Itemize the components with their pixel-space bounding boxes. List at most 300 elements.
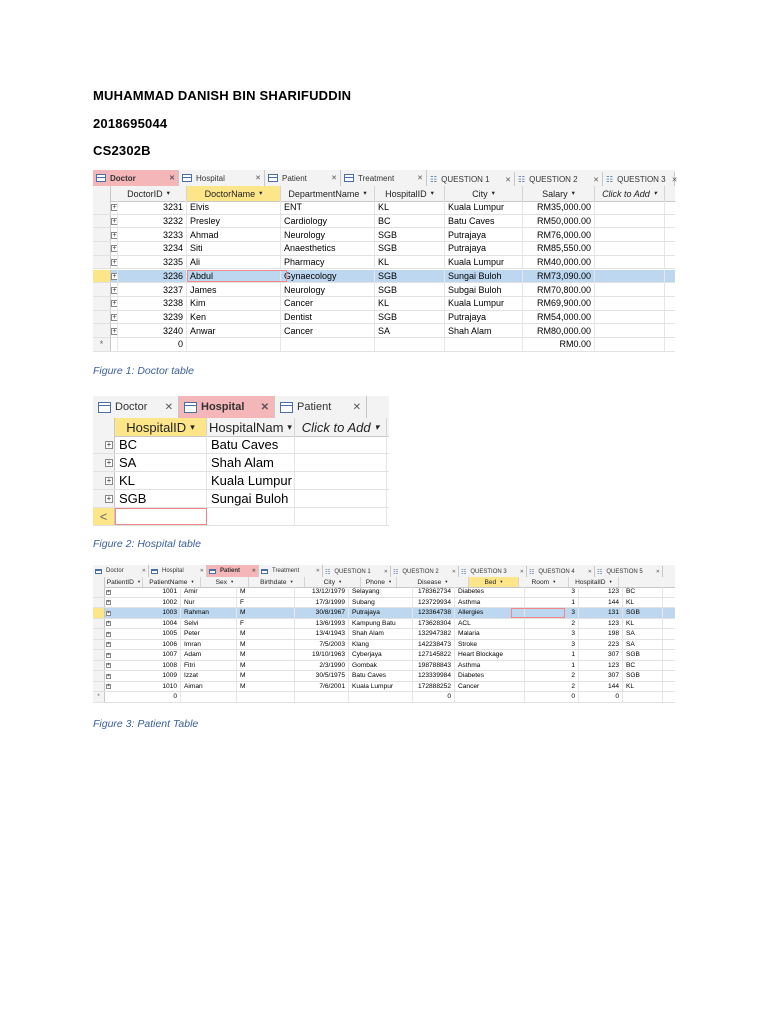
close-icon[interactable]: ✕ — [199, 568, 204, 574]
cell-disease[interactable] — [455, 587, 525, 597]
cell-department-name[interactable] — [281, 311, 375, 324]
close-icon[interactable]: ✕ — [505, 176, 511, 184]
dropdown-arrow-icon[interactable]: ▾ — [500, 579, 503, 584]
cell-click-to-add[interactable] — [595, 270, 665, 283]
cell-click-to-add[interactable] — [595, 338, 665, 351]
cell-doctor-name[interactable] — [187, 283, 281, 296]
tab-treatment[interactable] — [259, 565, 323, 577]
cell-sex[interactable] — [237, 682, 295, 692]
cell-city[interactable] — [445, 201, 523, 214]
cell-hospital-id[interactable] — [375, 311, 445, 324]
cell-doctor-name[interactable] — [187, 228, 281, 241]
cell-birthdate[interactable] — [295, 619, 349, 629]
cell-bed[interactable] — [525, 682, 579, 692]
tab-patient[interactable] — [207, 565, 259, 577]
tab-patient[interactable] — [275, 396, 367, 418]
select-all-corner[interactable] — [93, 418, 115, 436]
tab-patient[interactable] — [265, 170, 341, 186]
cell-doctor-name[interactable] — [187, 242, 281, 255]
cell-patient-name[interactable] — [181, 640, 237, 650]
table-row[interactable] — [93, 311, 675, 325]
cell-click-to-add[interactable] — [595, 228, 665, 241]
dropdown-arrow-icon[interactable]: ▾ — [553, 579, 556, 584]
cell-doctor-id[interactable] — [111, 215, 187, 228]
cell-patient-name[interactable] — [181, 598, 237, 608]
column-header-bed[interactable] — [469, 577, 519, 587]
cell-sex[interactable] — [237, 671, 295, 681]
cell-bed[interactable] — [525, 619, 579, 629]
cell-salary[interactable] — [523, 283, 595, 296]
close-icon[interactable]: ✕ — [383, 569, 388, 575]
expand-plus-icon[interactable]: + — [112, 259, 117, 267]
record-selector[interactable] — [93, 682, 105, 692]
cell-click-to-add[interactable] — [595, 201, 665, 214]
expand-plus-icon[interactable]: + — [112, 327, 117, 335]
cell-bed[interactable] — [525, 661, 579, 671]
cell-department-name[interactable] — [281, 215, 375, 228]
expand-plus-icon[interactable]: + — [112, 204, 117, 212]
cell-sex[interactable] — [237, 629, 295, 639]
table-row[interactable] — [93, 454, 389, 472]
table-row[interactable] — [93, 297, 675, 311]
cell-city[interactable] — [445, 215, 523, 228]
cell-salary[interactable] — [523, 215, 595, 228]
cell-hospital-id[interactable] — [115, 454, 207, 471]
cell-phone[interactable] — [413, 661, 455, 671]
dropdown-arrow-icon[interactable]: ▾ — [571, 190, 575, 197]
cell-birthdate[interactable] — [295, 692, 349, 702]
cell-phone[interactable] — [413, 629, 455, 639]
cell-city[interactable] — [349, 682, 413, 692]
column-header-hospitalid[interactable] — [115, 418, 207, 436]
column-header-doctorname[interactable] — [187, 186, 281, 201]
table-row[interactable] — [93, 228, 675, 242]
cell-doctor-id[interactable] — [111, 228, 187, 241]
cell-bed[interactable] — [525, 692, 579, 702]
cell-phone[interactable] — [413, 598, 455, 608]
cell-sex[interactable] — [237, 587, 295, 597]
cell-click-to-add[interactable] — [295, 472, 387, 489]
record-selector[interactable] — [93, 650, 105, 660]
record-selector[interactable] — [93, 283, 111, 296]
column-header-click-to-add[interactable] — [595, 186, 665, 201]
close-icon[interactable]: ✕ — [671, 176, 678, 184]
cell-doctor-id[interactable] — [111, 201, 187, 214]
tab-doctor[interactable] — [93, 565, 149, 577]
cell-disease[interactable] — [455, 619, 525, 629]
select-all-corner[interactable] — [93, 186, 111, 201]
cell-department-name[interactable] — [281, 283, 375, 296]
cell-bed[interactable] — [525, 629, 579, 639]
cell-phone[interactable] — [413, 692, 455, 702]
column-header-departmentname[interactable] — [281, 186, 375, 201]
close-icon[interactable]: ✕ — [315, 568, 320, 574]
expand-plus-icon[interactable]: + — [107, 620, 110, 627]
cell-patient-id[interactable] — [105, 692, 181, 702]
close-icon[interactable]: ✕ — [655, 569, 660, 575]
column-header-click-to-add[interactable] — [295, 418, 387, 436]
cell-phone[interactable] — [413, 608, 455, 618]
column-header-doctorid[interactable] — [111, 186, 187, 201]
expand-plus-icon[interactable]: + — [106, 440, 112, 449]
dropdown-arrow-icon[interactable]: ▾ — [290, 579, 293, 584]
table-row[interactable] — [93, 587, 675, 598]
cell-city[interactable] — [349, 587, 413, 597]
cell-hospital-id[interactable] — [623, 671, 663, 681]
dropdown-arrow-icon[interactable]: ▾ — [491, 190, 495, 197]
cell-city[interactable] — [349, 640, 413, 650]
expand-plus-icon[interactable]: + — [112, 272, 117, 280]
cell-patient-name[interactable] — [181, 692, 237, 702]
cell-doctor-id[interactable] — [111, 256, 187, 269]
cell-patient-id[interactable] — [105, 587, 181, 597]
cell-birthdate[interactable] — [295, 587, 349, 597]
cell-city[interactable] — [445, 270, 523, 283]
record-selector[interactable] — [93, 629, 105, 639]
dropdown-arrow-icon[interactable]: ▾ — [445, 579, 448, 584]
cell-sex[interactable] — [237, 650, 295, 660]
cell-room[interactable] — [579, 692, 623, 702]
cell-hospital-id[interactable] — [115, 472, 207, 489]
close-icon[interactable]: ✕ — [164, 401, 173, 413]
cell-hospital-id[interactable] — [375, 283, 445, 296]
cell-patient-name[interactable] — [181, 619, 237, 629]
column-header-hospitalnam[interactable] — [207, 418, 295, 436]
cell-disease[interactable] — [455, 640, 525, 650]
expand-plus-icon[interactable]: + — [107, 683, 110, 690]
table-row[interactable] — [93, 472, 389, 490]
cell-patient-name[interactable] — [181, 629, 237, 639]
cell-room[interactable] — [579, 587, 623, 597]
cell-room[interactable] — [579, 640, 623, 650]
cell-sex[interactable] — [237, 619, 295, 629]
cell-sex[interactable] — [237, 598, 295, 608]
table-row[interactable] — [93, 598, 675, 609]
cell-department-name[interactable] — [281, 324, 375, 337]
cell-phone[interactable] — [413, 619, 455, 629]
expand-plus-icon[interactable]: + — [106, 458, 112, 467]
close-icon[interactable]: ✕ — [587, 569, 592, 575]
expand-plus-icon[interactable]: + — [112, 245, 117, 253]
close-icon[interactable]: ✕ — [352, 401, 361, 413]
cell-hospital-id[interactable] — [375, 297, 445, 310]
dropdown-arrow-icon[interactable]: ▾ — [231, 579, 234, 584]
table-row[interactable] — [93, 242, 675, 256]
record-selector[interactable] — [93, 608, 105, 618]
column-header-phone[interactable] — [361, 577, 397, 587]
column-header-sex[interactable] — [201, 577, 249, 587]
cell-bed[interactable] — [525, 640, 579, 650]
table-row[interactable] — [93, 619, 675, 630]
table-row[interactable] — [93, 671, 675, 682]
cell-salary[interactable] — [523, 270, 595, 283]
expand-plus-icon[interactable]: + — [107, 651, 110, 658]
cell-phone[interactable] — [413, 671, 455, 681]
cell-room[interactable] — [579, 629, 623, 639]
table-row[interactable] — [93, 490, 389, 508]
cell-patient-name[interactable] — [181, 587, 237, 597]
cell-phone[interactable] — [413, 587, 455, 597]
table-row[interactable] — [93, 436, 389, 454]
column-header-hospitalid[interactable] — [375, 186, 445, 201]
cell-salary[interactable] — [523, 311, 595, 324]
cell-room[interactable] — [579, 598, 623, 608]
cell-click-to-add[interactable] — [595, 297, 665, 310]
cell-patient-id[interactable] — [105, 629, 181, 639]
cell-click-to-add[interactable] — [295, 436, 387, 453]
cell-room[interactable] — [579, 608, 623, 618]
cell-sex[interactable] — [237, 661, 295, 671]
cell-click-to-add[interactable] — [595, 311, 665, 324]
record-selector[interactable] — [93, 201, 111, 214]
dropdown-arrow-icon[interactable]: ▾ — [653, 190, 657, 197]
table-row[interactable] — [93, 661, 675, 672]
column-header-birthdate[interactable] — [249, 577, 305, 587]
cell-birthdate[interactable] — [295, 682, 349, 692]
table-row[interactable] — [93, 608, 675, 619]
cell-department-name[interactable] — [281, 242, 375, 255]
cell-room[interactable] — [579, 661, 623, 671]
cell-hospital-id[interactable] — [623, 629, 663, 639]
dropdown-arrow-icon[interactable]: ▾ — [374, 421, 380, 432]
cell-phone[interactable] — [413, 682, 455, 692]
table-row[interactable] — [93, 283, 675, 297]
cell-doctor-id[interactable] — [111, 297, 187, 310]
column-header-salary[interactable] — [523, 186, 595, 201]
cell-birthdate[interactable] — [295, 608, 349, 618]
cell-hospital-id[interactable] — [375, 201, 445, 214]
cell-hospital-name[interactable] — [207, 436, 295, 453]
table-row[interactable] — [93, 650, 675, 661]
close-icon[interactable]: ✕ — [451, 569, 456, 575]
tab-hospital[interactable] — [179, 396, 275, 418]
cell-patient-name[interactable] — [181, 650, 237, 660]
table-row[interactable] — [93, 324, 675, 338]
record-selector[interactable] — [93, 598, 105, 608]
close-icon[interactable]: ✕ — [251, 568, 256, 574]
tab-doctor[interactable] — [93, 396, 179, 418]
record-selector[interactable] — [93, 640, 105, 650]
cell-salary[interactable] — [523, 242, 595, 255]
cell-disease[interactable] — [455, 598, 525, 608]
cell-doctor-name[interactable] — [187, 201, 281, 214]
expand-plus-icon[interactable]: + — [107, 641, 110, 648]
cell-city[interactable] — [445, 297, 523, 310]
close-icon[interactable]: ✕ — [331, 175, 337, 182]
close-icon[interactable]: ✕ — [260, 401, 269, 413]
new-record-row[interactable] — [93, 508, 389, 526]
cell-sex[interactable] — [237, 640, 295, 650]
cell-click-to-add[interactable] — [595, 324, 665, 337]
new-record-row[interactable] — [93, 338, 675, 352]
cell-department-name[interactable] — [281, 297, 375, 310]
cell-city[interactable] — [445, 311, 523, 324]
cell-patient-id[interactable] — [105, 619, 181, 629]
dropdown-arrow-icon[interactable]: ▾ — [137, 579, 141, 584]
cell-patient-id[interactable] — [105, 682, 181, 692]
cell-city[interactable] — [445, 256, 523, 269]
record-selector[interactable] — [93, 215, 111, 228]
new-record-row[interactable] — [93, 692, 675, 703]
cell-hospital-id[interactable] — [375, 242, 445, 255]
cell-hospital-id[interactable] — [623, 692, 663, 702]
record-selector[interactable] — [93, 692, 105, 702]
dropdown-arrow-icon[interactable]: ▾ — [339, 579, 342, 584]
cell-hospital-id[interactable] — [623, 640, 663, 650]
cell-hospital-id[interactable] — [115, 490, 207, 507]
cell-hospital-id[interactable] — [623, 587, 663, 597]
dropdown-arrow-icon[interactable]: ▾ — [609, 579, 612, 584]
column-header-disease[interactable] — [397, 577, 469, 587]
cell-city[interactable] — [349, 598, 413, 608]
cell-patient-id[interactable] — [105, 661, 181, 671]
expand-plus-icon[interactable]: + — [112, 286, 117, 294]
dropdown-arrow-icon[interactable]: ▾ — [190, 421, 195, 432]
cell-birthdate[interactable] — [295, 671, 349, 681]
record-selector[interactable] — [93, 661, 105, 671]
cell-patient-name[interactable] — [181, 671, 237, 681]
expand-plus-icon[interactable]: + — [106, 494, 112, 503]
close-icon[interactable]: ✕ — [519, 569, 524, 575]
cell-hospital-name[interactable] — [207, 454, 295, 471]
cell-salary[interactable] — [523, 201, 595, 214]
cell-birthdate[interactable] — [295, 629, 349, 639]
cell-city[interactable] — [349, 671, 413, 681]
cell-doctor-name[interactable] — [187, 311, 281, 324]
cell-room[interactable] — [579, 650, 623, 660]
cell-patient-name[interactable] — [181, 682, 237, 692]
tab-hospital[interactable] — [179, 170, 265, 186]
cell-hospital-id[interactable] — [623, 682, 663, 692]
cell-bed[interactable] — [525, 587, 579, 597]
expand-plus-icon[interactable]: + — [107, 609, 110, 616]
table-row[interactable] — [93, 682, 675, 693]
cell-patient-id[interactable] — [105, 608, 181, 618]
cell-bed[interactable] — [525, 671, 579, 681]
cell-birthdate[interactable] — [295, 598, 349, 608]
cell-disease[interactable] — [455, 661, 525, 671]
record-selector[interactable] — [93, 587, 105, 597]
expand-plus-icon[interactable]: + — [112, 300, 117, 308]
cell-city[interactable] — [349, 629, 413, 639]
cell-patient-id[interactable] — [105, 598, 181, 608]
expand-plus-icon[interactable]: + — [107, 599, 110, 606]
dropdown-arrow-icon[interactable]: ▾ — [430, 190, 434, 197]
table-row[interactable] — [93, 201, 675, 215]
close-icon[interactable]: ✕ — [593, 176, 599, 184]
cell-salary[interactable] — [523, 297, 595, 310]
record-selector[interactable] — [93, 338, 111, 351]
cell-doctor-id[interactable] — [111, 311, 187, 324]
cell-birthdate[interactable] — [295, 640, 349, 650]
cell-salary[interactable] — [523, 228, 595, 241]
cell-salary[interactable] — [523, 256, 595, 269]
close-icon[interactable]: ✕ — [417, 175, 423, 182]
cell-room[interactable] — [579, 682, 623, 692]
cell-hospital-id[interactable] — [623, 661, 663, 671]
cell-disease[interactable] — [455, 629, 525, 639]
table-row[interactable] — [93, 215, 675, 229]
cell-doctor-id[interactable] — [111, 242, 187, 255]
column-header-hospitalid[interactable] — [569, 577, 619, 587]
cell-doctor-name[interactable] — [187, 297, 281, 310]
cell-click-to-add[interactable] — [295, 454, 387, 471]
cell-hospital-id[interactable] — [375, 228, 445, 241]
cell-city[interactable] — [445, 228, 523, 241]
cell-doctor-id[interactable] — [111, 338, 187, 351]
cell-bed[interactable] — [525, 650, 579, 660]
cell-patient-name[interactable] — [181, 661, 237, 671]
cell-city[interactable] — [445, 324, 523, 337]
cell-hospital-id[interactable] — [375, 324, 445, 337]
table-row[interactable] — [93, 270, 675, 284]
cell-doctor-id[interactable] — [111, 270, 187, 283]
cell-hospital-id[interactable] — [375, 338, 445, 351]
cell-salary[interactable] — [523, 338, 595, 351]
cell-patient-name[interactable] — [181, 608, 237, 618]
expand-plus-icon[interactable]: + — [107, 588, 110, 595]
table-row[interactable] — [93, 640, 675, 651]
cell-sex[interactable] — [237, 608, 295, 618]
cell-department-name[interactable] — [281, 256, 375, 269]
cell-patient-id[interactable] — [105, 640, 181, 650]
cell-salary[interactable] — [523, 324, 595, 337]
record-selector[interactable] — [93, 228, 111, 241]
column-header-patientid[interactable] — [105, 577, 143, 587]
cell-phone[interactable] — [413, 640, 455, 650]
cell-hospital-id[interactable] — [623, 598, 663, 608]
record-selector[interactable] — [93, 297, 111, 310]
dropdown-arrow-icon[interactable]: ▾ — [287, 421, 292, 432]
dropdown-arrow-icon[interactable]: ▾ — [388, 579, 392, 584]
table-row[interactable] — [93, 629, 675, 640]
tab-treatment[interactable] — [341, 170, 427, 186]
cell-city[interactable] — [349, 692, 413, 702]
cell-doctor-id[interactable] — [111, 283, 187, 296]
record-selector[interactable] — [93, 242, 111, 255]
cell-department-name[interactable] — [281, 201, 375, 214]
close-icon[interactable]: ✕ — [141, 568, 146, 574]
select-all-corner[interactable] — [93, 577, 105, 587]
expand-plus-icon[interactable]: + — [107, 662, 110, 669]
expand-plus-icon[interactable]: + — [107, 630, 110, 637]
record-selector[interactable] — [93, 256, 111, 269]
column-header-city[interactable] — [305, 577, 361, 587]
expand-plus-icon[interactable]: + — [107, 672, 110, 679]
record-selector[interactable] — [93, 324, 111, 337]
cell-hospital-name[interactable] — [207, 472, 295, 489]
cell-disease[interactable] — [455, 671, 525, 681]
cell-department-name[interactable] — [281, 338, 375, 351]
record-selector[interactable] — [93, 311, 111, 324]
expand-plus-icon[interactable]: + — [106, 476, 112, 485]
cell-city[interactable] — [445, 283, 523, 296]
cell-patient-id[interactable] — [105, 671, 181, 681]
cell-disease[interactable] — [455, 682, 525, 692]
cell-hospital-id[interactable] — [375, 256, 445, 269]
cell-hospital-id[interactable] — [375, 270, 445, 283]
cell-hospital-id[interactable] — [623, 650, 663, 660]
cell-doctor-id[interactable] — [111, 324, 187, 337]
expand-plus-icon[interactable]: + — [112, 313, 117, 321]
cell-patient-id[interactable] — [105, 650, 181, 660]
close-icon[interactable]: ✕ — [169, 175, 175, 182]
dropdown-arrow-icon[interactable]: ▾ — [363, 190, 367, 197]
cell-city[interactable] — [445, 338, 523, 351]
dropdown-arrow-icon[interactable]: ▾ — [191, 579, 194, 584]
table-row[interactable] — [93, 256, 675, 270]
cell-hospital-name[interactable] — [207, 508, 295, 525]
